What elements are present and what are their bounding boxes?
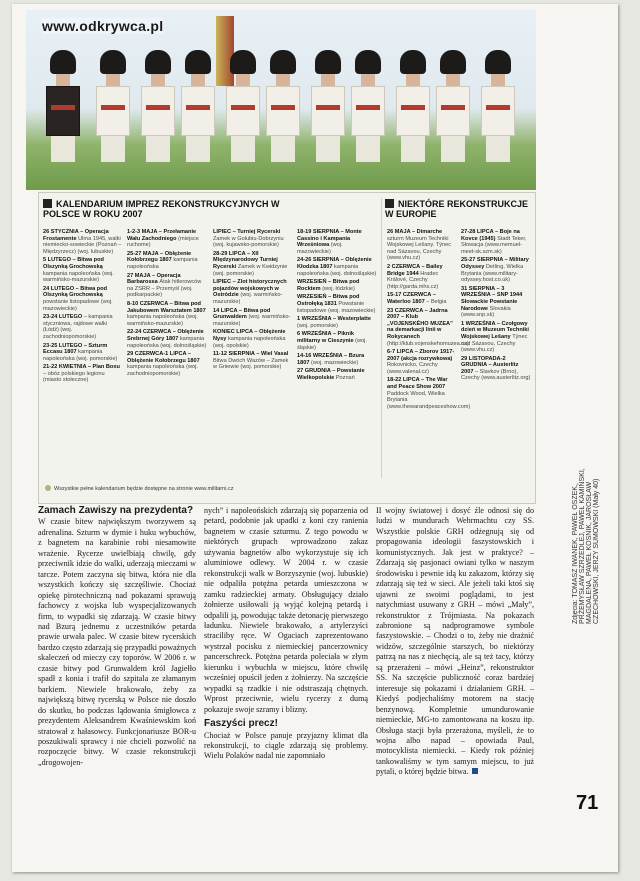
event-entry [127,251,209,271]
square-bullet-icon [385,199,394,208]
event-date-title: 14 LIPCA – Bitwa pod Grunwaldem [213,307,271,321]
event-date-title: 29 CZERWCA-1 LIPCA – Oblężenie Kołobrzegu 1807 [127,351,200,364]
event-entry [387,292,457,305]
event-details: Bitwa Dwóch Wazów – Zamek w Gniewie (woj. pomorskie) [213,357,289,371]
event-details: (woj. warmińsko-mazurskie) [213,292,283,305]
event-entry [461,321,531,354]
event-entry [43,286,123,312]
europe-column-1 [387,229,471,481]
event-details: Ulma 1945, walki niemiecko-sowieckie (Poznań – Międzyrzecz) (woj. lubuskie) [43,235,122,255]
europe-column-2 [461,229,531,481]
event-details: Zamek w Kwidzynie (woj. pomorskie) [213,263,288,277]
soldier-figure [46,50,80,162]
event-details: Zamek w Golubiu-Dobrzyniu (woj. kujawsko-pomorskie) [213,235,284,249]
event-date-title: 15-17 CZERWCA – Waterloo 1807 [387,292,436,305]
event-date-title: 23-24 LUTEGO [43,314,84,321]
event-date-title: 24 LUTEGO – Bitwa pod Olszynką Grochowską [43,285,108,299]
event-date-title: 5 LUTEGO – Bitwa pod Olszynką Grochowską [43,257,104,270]
event-entry [297,331,377,351]
soldier-figure [351,50,385,162]
event-entry [213,229,293,249]
event-entry [461,257,531,283]
event-details: Atak hitlerowców na ZSRR – Przemyśl (woj. podkarpackie) [127,279,202,299]
event-entry [297,257,377,277]
magazine-page [12,4,618,872]
event-entry [297,316,377,329]
event-entry [213,279,293,305]
event-entry [127,329,209,349]
event-date-title: 1 WRZEŚNIA – Westerplatte [297,316,371,323]
event-entry [387,377,471,410]
event-date-title: 27 GRUDNIA – Powstanie Wielkopolskie [297,368,365,381]
event-entry [43,364,123,384]
event-details: (http://klub.vojenskehomuzea.cz) [387,340,469,347]
event-details: (woj. mazowieckie) [297,242,343,255]
event-details: Rokovnicko, Czechy (www.valenal.cz) [387,362,438,375]
event-entry [461,356,531,382]
soldier-figure [226,50,260,162]
event-details: (woj. pomorskie) [297,322,339,329]
article-column-3 [376,506,534,866]
event-date-title: 6 WRZEŚNIA – Piknik militarny w Cieszynie [297,331,356,344]
column-divider [381,198,382,478]
event-date-title: 24-26 SIERPNIA – Oblężenie Kłodzka 1807 [297,257,372,270]
event-details: (woj. mazowieckie) [311,359,359,366]
event-details: Paddock Wood, Wielka Brytania (www.thewarandpeaceshow.com) [387,390,471,410]
event-details: kampania napoleońska (woj. dolnośląskie) [297,263,377,277]
event-date-title: 1-2-3 MAJA – Przełamanie Wału Zachodniego [127,229,197,242]
calendar-column-1 [43,229,123,481]
event-entry [213,251,293,277]
calendar-column-4 [297,229,377,481]
event-entry [127,351,209,377]
event-entry [43,343,123,363]
photo-credits: Zdjęcia: TOMASZ IWANEK, PAWEŁ OSZEK, PRZEMYSŁAW SZRZEDLEJ, PAWEŁ KAMIŃSKI, MAGDALENA, PAWEŁ KOSNIK, JAROSŁAW CZECHOWSKI, JERZY SUMOWSKI (Mały 40) [572,468,600,624]
event-entry [127,301,209,327]
event-details: – Slavkov (Brno), Czechy (www.austerlitz.org) [461,368,531,382]
event-details: (woj. śląskie) [297,337,367,351]
article-column-1 [38,506,196,866]
article-body-2: nych” i napoleońskich zdarzają się poparzenia od petard, podobnie jak upadki z koni czy ranienia bagnetem w czasie szturmu. Z tego powodu w niektórych grupach wprowadzono zakaz używania bagnetów albo wykorzystuje się ich aluminiowe odlewy. W 2004 r. w czasie rekonstrukcji walk w Borzyszynie (woj. lubuskie) nie odpaliła potężna petarda umieszczona w zamku radzieckiej armaty. Obsługujący działo żołnierze usiłowali ją wyjąć kolejną petardą i odpalili ją, powodując także detonację pierwszego ładunku. Niewiele brakowało, a artylerzyści straciliby ręce. W Ogaciach zaprezentowano wystrzał pocisku z niemieckiej pancerzownicy pancerschreck. Potężna petarda poleciała w złym kierunku i wybuchła w miejscu, które chwilę wcześniej opuścił jeden z żołnierzy. Na szczęście wypadki są rzadkie i nie odstraszają chętnych. Wprost przeciwnie, wielu rycerzy z dumą pokazuje swoje szramy i blizny. [204,506,368,714]
article-body-1: W czasie bitew największym tworzywem są adrenalina. Szturm w dymie i huku wybuchów, z bagnetem na karabinie robi niesamowite wrażenie. Rycerze uwielbiają chwilę, gdy przeciwnik idzie do walki, uderzają mieczami w tarcze. Potem zaczyna się bitwa, która nie dla wszystkich kończy się szczęśliwie. Chociaż opiekę pirotechniczną nad pokazami sprawują fachowcy z wojska lub wyspecjalizowanych firm, to wypadki się zdarzają. W czasie bitwy nad Bzurą jednemu z uczestników petarda prawie urwała palec. W czasie bitew rycerskich bardzo często zdarzają się przypadki poważnych skaleczeń od mieczy czy toporów. W 2006 r. w czasie bitwy pod Grunwaldem król Jagiełło spadł z konia i trafił do szpitala ze złamanym barkiem. Niewiele brakowało, żeby za największą bitwę rycerską w Polsce nie doszło do skutku, bo podczas lądowania śmigłowca z prezydentem Aleksandrem Kwaśniewskim koń stratował z hałasowcy. Funkcjonariusze BOR-u poszukiwali sprawcy i nie chcieli pozwolić na rozpoczęcie bitwy. W czasie rekonstrukcji „drogowojen- [38,517,196,767]
calendar-title: KALENDARIUM IMPREZ REKONSTRUKCYJNYCH W POLSCE W ROKU 2007 [43,199,280,219]
event-date-title: 25-27 MAJA – Oblężenie Kołobrzegu 1807 [127,250,192,264]
info-dot-icon [45,485,51,491]
event-entry [387,229,457,262]
event-entry [387,264,457,290]
event-date-title: 25-27 SIERPNIA – Military Odyssey [461,257,529,270]
event-date-title: LIPIEC – Turniej Rycerski [213,229,281,235]
event-details: kampania napoleońska (woj. pomorskie) [43,349,118,362]
event-entry [461,286,531,319]
event-details: kampania napoleońska (woj. warmińsko-mazurskie) [127,314,198,327]
event-date-title: 29 LISTOPADA-2 GRUDNIA – Austerlitz 2007 [461,355,519,375]
event-date-title: 26 STYCZNIA – Operacja Frostamente [43,229,109,242]
event-date-title: 14-16 WRZEŚNIA – Bzura 1807 [297,353,365,366]
square-bullet-icon [43,199,52,208]
event-details: Slovakia (www.snp.sk) [461,305,511,319]
event-date-title: 23-25 LUTEGO – Szturm Eccasu 1807 [43,342,108,356]
event-details: kampania napoleońska (woj. zachodniopomorskie) [127,364,198,377]
event-details: – kampania styczniowa, rajdowe walki (Łódź) (woj. zachodniopomorskie) [43,314,113,340]
event-details: kampania napoleońska [127,257,198,270]
event-entry [461,229,531,255]
event-date-title: 27-28 LIPCA – Boje na Kovce (1945) [461,229,520,242]
soldier-figure [141,50,175,162]
event-details: powstanie listopadowe (woj. mazowieckie) [43,298,113,312]
calendar-footnote: Wszystkie pełne kalendarium będzie dostępne na stronie www.militarni.cz [45,485,233,492]
event-date-title: WRZESIEŃ – Bitwa pod Ostrołęką 1831 [297,294,360,307]
event-date-title: 31 SIERPNIA – 3 WRZEŚNIA – SNP 1944 Słowackie Powstanie Narodowe [461,285,523,312]
event-entry [43,229,123,255]
event-date-title: 21-22 KWIETNIA – Plan Boxu [43,364,120,371]
event-date-title: 18-19 SIERPNIA – Monte Cassino i Kampania Wrześniowa [297,229,362,249]
event-details: szturm Muzeum Techniki Wojskowej Lešany. Týnec nad Sázavou, Czechy (www.vhu.cz) [387,235,452,262]
event-entry [213,329,293,349]
event-entry [127,229,209,249]
event-date-title: 28-29 LIPCA – XII Międzynarodowy Turniej Rycerski [213,250,278,270]
soldier-figure [481,50,515,162]
event-entry [43,257,123,283]
event-entry [127,273,209,299]
page-number: 71 [576,792,599,814]
event-date-title: 2 CZERWCA – Bailey Bridge 1944 [387,263,443,277]
event-details: (woj. warmińsko-mazurskie) [213,314,291,327]
reenactors-photo [26,10,536,190]
event-details: Týnec nad Sázavou, Czechy (www.vhu.cz) [461,333,528,354]
event-date-title: 26 MAJA – Dimarche [387,229,443,235]
event-date-title: LIPIEC – Zlot historycznych pojazdów wojskowych w Ostródzie [213,279,287,299]
event-details: kampania napoleońska (woj. warmińsko-mazurskie) [43,270,114,284]
calendar-column-3 [213,229,293,481]
event-details: Detling, Wielka Brytania (www.military-odyssey.host.co.uk) [461,263,524,284]
end-of-article-icon [472,768,478,774]
event-entry [297,353,377,366]
event-date-title: KONIEC LIPCA – Oblężenie Nysy [213,329,286,342]
event-details: Hradec Králové, Czechy (http://garda.mhs.cz) [387,270,439,290]
article-body-2b: Chociaż w Polsce panuje przyjazny klimat dla rekonstrukcji, to ciągle zdarzają się problemy. Wielu Polaków nadal nie zapomniało [204,730,368,761]
event-entry [297,294,377,314]
event-date-title: WRZESIEŃ – Bitwa pod Rocktem [297,279,360,292]
event-date-title: 23 CZERWCA – Jadrna 2007 – Klub „VOJENSKÉHO MUZEA” na demarkacji linii w Rokycanech [387,307,453,340]
event-details: Poznań [335,374,355,381]
event-entry [297,229,377,255]
event-entry [213,351,293,371]
event-date-title: 1 WRZEŚNIA – Czołgowy dzień w Muzeum Techniki Wojskowej Lešany [461,320,529,340]
event-date-title: 11-12 SIERPNIA – Wiel Vasal [213,351,289,358]
event-details: Powstanie listopadowe (woj. mazowieckie) [297,300,376,314]
event-date-title: 22-24 CZERWCA – Oblężenie Srebrnej Góry 1807 [127,329,204,342]
event-details: – Belgia [426,298,447,305]
event-date-title: 27 MAJA – Operacja Barbarossa [127,272,181,286]
event-details: kampania napoleońska (woj. opolskie) [213,335,286,349]
article-column-2 [204,506,368,866]
event-entry [387,349,457,375]
event-date-title: 8-10 CZERWCA – Bitwa pod Jakubowem Warsztatem 1807 [127,300,206,314]
event-entry [213,308,293,328]
soldier-figure [396,50,430,162]
article-body-3: II wojny światowej i dosyć źle odnosi się do ludzi w mundurach Wehrmachtu czy SS. Wszystkie polskie GRH odżegnują się od propagowania ideologii faszystowskich i komunistycznych. Jak jest w praktyce? – Zdarzają się pasjonaci owiani tylko w naszym środowisku i pewnie idą ku zakazom, którzy się zdarzają się też w sieci. Ale jeżeli taki ktoś się ujawni ze swoimi poglądami, to jest natychmiast usuwany z GRH – mówi „Mały”, rekonstruktor z Trójmiasta. Na pokazach zabronione są nadprogramowe symbole faszystowskie. – Chodzi o to, żeby nie drażnić widzów, szczególnie starszych, bo niektórzy patrzą na nas z niechęcią, ale są też tacy, którzy są przerażeni – mówi „Heinz”, rekonstruktor SS. Na szczęście publiczność coraz bardziej interesuje się pokazami i działaniem GRH. – Kiedyś podjechaliśmy motorem na stację benzynową. Kompletnie umundurowanie niemieckie, MG-to zamontowana na koszu itp. Obsługa stacji była przerażona, myśleli, że to wojna albo napad – opowiada Paul, motocyklista niemiecki. – Kiedy rok później tankowaliśmy w tym samym miejscu, to już pytali, o której będzie bitwa. [376,506,534,777]
soldier-figure [266,50,300,162]
europe-title: NIEKTÓRE REKONSTRUKCJE W EUROPIE [385,199,529,219]
event-entry [387,307,469,348]
article-title: Zamach Zawiszy na prezydenta? [38,505,194,516]
event-entry [297,279,377,292]
event-details: (miejsce ruchome) [127,235,199,249]
event-details: – obóz polskiego legionu (miasto stołeczne) [43,370,105,384]
event-details: (woj. łódzkie) [322,285,355,292]
soldier-figure [311,50,345,162]
calendar-column-2 [127,229,209,481]
event-date-title: 18-22 LIPCA – The War and Peace Show 2007 [387,377,448,391]
article-subtitle: Faszyści precz! [204,718,278,730]
event-entry [297,368,377,381]
event-details: kampania napoleońska (woj. dolnośląskie) [127,335,207,349]
soldier-figure [96,50,130,162]
soldier-figure [436,50,470,162]
site-watermark: www.odkrywca.pl [42,18,164,34]
calendar-box [38,192,536,504]
event-details: Stadt Teker, Słowacja (www.memuel-meet-sk.szm.sk) [461,235,527,255]
soldier-figure [181,50,215,162]
event-entry [43,314,123,340]
event-date-title: 6-7 LIPCA – Zborov 1917-2007 (akcja rozrywkowa) [387,349,455,362]
